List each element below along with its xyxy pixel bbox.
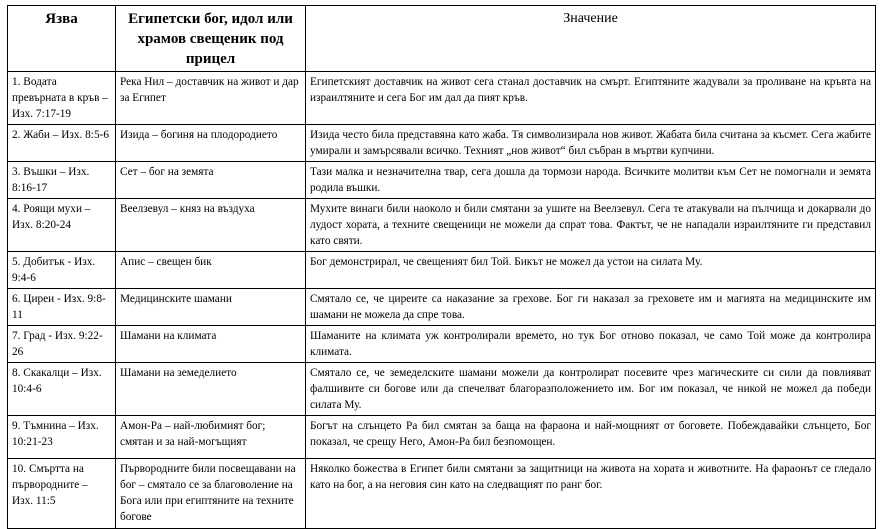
god-cell: Сет – бог на земята: [116, 162, 306, 199]
meaning-cell: Тази малка и незначителна твар, сега дошла да тормози народа. Всичките молитви към Сет не помогнали и земята родила въшки.: [306, 162, 876, 199]
meaning-cell: Шаманите на климата уж контролирали времето, но тук Бог отново показал, че само Той може да контролира климата.: [306, 326, 876, 363]
table-row: [8, 459, 876, 529]
god-cell: Първородните били посвещавани на бог – смятало се за благоволение на Бога или при египтяните на техните богове: [116, 459, 306, 529]
meaning-cell: Смятало се, че земеделските шамани можели да контролират посевите чрез магическите си сили да повлияват фалшивите си богове или да спечелват благоразположението им. Бог им показал, че никой не можел да победи силата Му.: [306, 363, 876, 416]
meaning-cell: Смятало се, че циреите са наказание за грехове. Бог ги наказал за греховете им и магията на медицинските им шамани не можела да спре това.: [306, 289, 876, 326]
plague-cell: 6. Циреи - Изх. 9:8-11: [8, 289, 116, 326]
plague-cell: 7. Град - Изх. 9:22-26: [8, 326, 116, 363]
god-cell: Веелзевул – княз на въздуха: [116, 199, 306, 252]
plague-cell: 2. Жаби – Изх. 8:5-6: [8, 125, 116, 162]
plague-cell: 3. Въшки – Изх. 8:16-17: [8, 162, 116, 199]
table-row: [8, 162, 876, 199]
meaning-cell: Египетският доставчик на живот сега станал доставчик на смърт. Египтяните жадували за проливане на кръвта на израилтяните и сега Бог им дал да пият кръв.: [306, 72, 876, 125]
header-plague: Язва: [8, 6, 116, 72]
plague-cell: 4. Роящи мухи – Изх. 8:20-24: [8, 199, 116, 252]
table-row: [8, 72, 876, 125]
god-cell: Шамани на климата: [116, 326, 306, 363]
table-row: [8, 416, 876, 459]
meaning-cell: Изида често била представяна като жаба. Тя символизирала нов живот. Жабата била считана за късмет. Сега жабите умирали и замърсявали всичко. Техният „нов живот“ бил събран в мъртви купчини.: [306, 125, 876, 162]
table-row: [8, 363, 876, 416]
plague-cell: 5. Добитък - Изх. 9:4-6: [8, 252, 116, 289]
god-cell: Амон-Ра – най-любимият бог; смятан и за най-могъщият: [116, 416, 306, 459]
god-cell: Шамани на земеделието: [116, 363, 306, 416]
table-row: [8, 252, 876, 289]
plagues-table: [7, 5, 876, 529]
table-row: [8, 199, 876, 252]
table-row: [8, 125, 876, 162]
header-row: [8, 6, 876, 72]
god-cell: Изида – богиня на плодородието: [116, 125, 306, 162]
header-god: Египетски бог, идол или храмов свещеник под прицел: [116, 6, 306, 72]
header-meaning: Значение: [306, 6, 876, 72]
god-cell: Река Нил – доставчик на живот и дар за Египет: [116, 72, 306, 125]
meaning-cell: Мухите винаги били наоколо и били смятани за ушите на Веелзевул. Сега те атакували на пълчища и докарвали до лудост хората, а техните свещеници не можели да спрат това. Фактът, че не нападали израилтяните ги представил като святи.: [306, 199, 876, 252]
plague-cell: 8. Скакалци – Изх. 10:4-6: [8, 363, 116, 416]
meaning-cell: Няколко божества в Египет били смятани за защитници на живота на хората и животните. На фараонът се гледало като на бог, а на неговия син като на следващият по ранг бог.: [306, 459, 876, 529]
plague-cell: 10. Смъртта на първородните – Изх. 11:5: [8, 459, 116, 529]
meaning-cell: Бог демонстрирал, че свещеният бил Той. Бикът не можел да устои на силата Му.: [306, 252, 876, 289]
table-row: [8, 289, 876, 326]
table-row: [8, 326, 876, 363]
meaning-cell: Богът на слънцето Ра бил смятан за баща на фараона и най-мощният от боговете. Побеждавайки слънцето, Бог показал, че срещу Него, Амон-Ра бил безпомощен.: [306, 416, 876, 459]
plague-cell: 9. Тъмнина – Изх. 10:21-23: [8, 416, 116, 459]
god-cell: Медицинските шамани: [116, 289, 306, 326]
plague-cell: 1. Водата превърната в кръв – Изх. 7:17-19: [8, 72, 116, 125]
god-cell: Апис – свещен бик: [116, 252, 306, 289]
